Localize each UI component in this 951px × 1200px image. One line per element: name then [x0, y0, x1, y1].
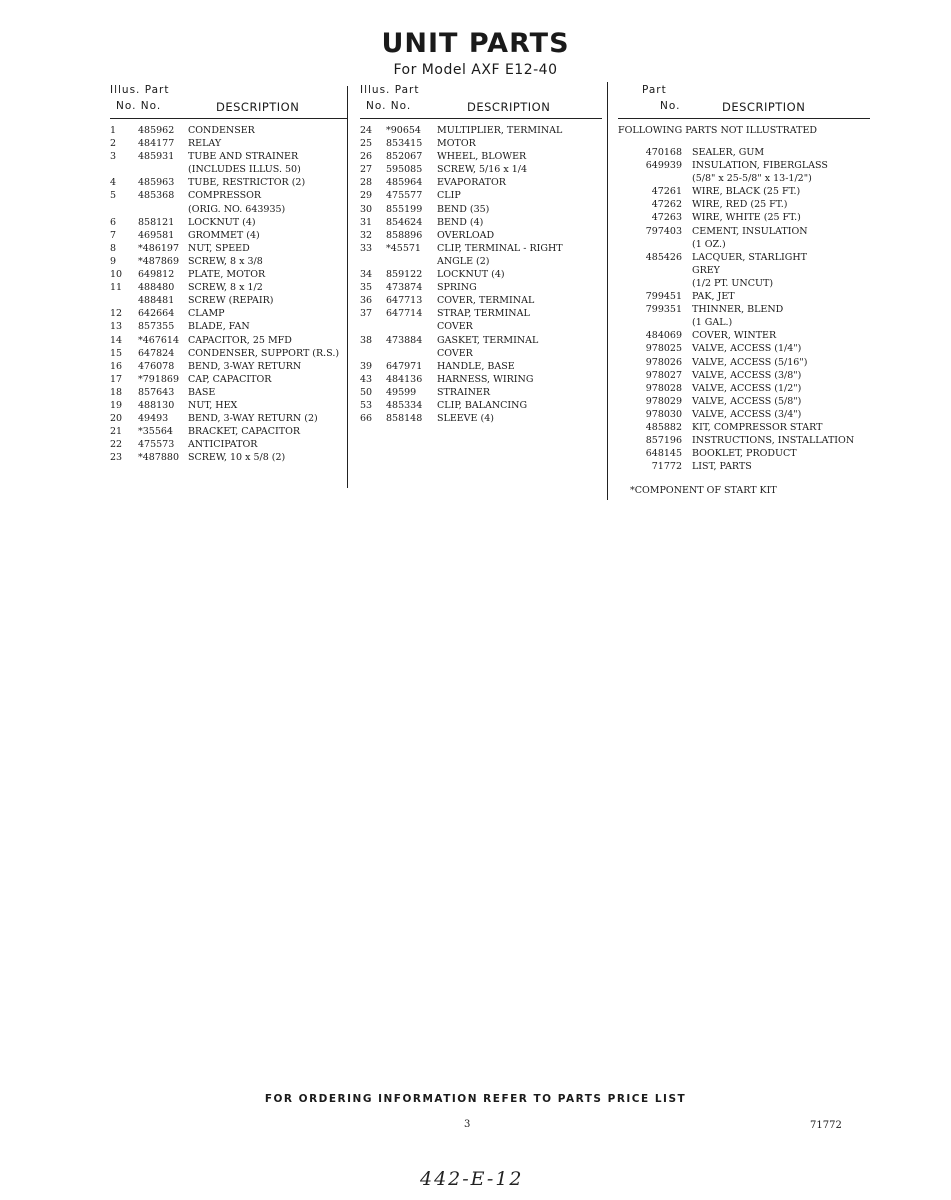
table-row	[618, 185, 870, 198]
part-number: 485368	[138, 190, 175, 202]
illus-number: 9	[110, 255, 117, 267]
part-number: 647824	[138, 347, 175, 359]
part-number: 978028	[645, 382, 682, 394]
part-number: 473874	[386, 282, 423, 294]
part-description: COVER, TERMINAL	[437, 295, 535, 307]
illus-number: 38	[360, 334, 373, 346]
part-description: SCREW (REPAIR)	[188, 295, 274, 307]
table-row	[360, 242, 602, 255]
ordering-info: FOR ORDERING INFORMATION REFER TO PARTS PRICE LIST	[264, 1093, 687, 1105]
part-number: 485426	[645, 251, 682, 263]
part-description: INSULATION, FIBERGLASS	[692, 160, 828, 172]
part-number: 648145	[645, 448, 682, 460]
part-description: (5/8" x 25-5/8" x 13-1/2")	[692, 173, 812, 185]
part-description: GROMMET (4)	[188, 229, 260, 241]
part-number: 978026	[645, 356, 682, 368]
table-row	[110, 386, 348, 399]
part-description: INSTRUCTIONS, INSTALLATION	[692, 435, 855, 447]
part-number: 797403	[645, 225, 682, 237]
part-number: 475577	[386, 190, 423, 202]
part-description: BEND, 3-WAY RETURN (2)	[188, 413, 318, 425]
part-description: (1/2 PT. UNCUT)	[692, 277, 774, 289]
not-illustrated-heading: FOLLOWING PARTS NOT ILLUSTRATED	[618, 125, 817, 136]
part-description: ANGLE (2)	[437, 255, 490, 267]
part-number: 47263	[651, 212, 682, 224]
table-row	[618, 277, 870, 290]
part-number: 47262	[651, 199, 682, 211]
part-number: 858121	[138, 216, 175, 228]
illus-number: 17	[110, 373, 123, 385]
part-description: CAPACITOR, 25 MFD	[188, 334, 292, 346]
part-description: TUBE AND STRAINER	[188, 151, 299, 163]
table-row	[618, 303, 870, 316]
no-label: No.	[660, 100, 681, 112]
part-description: CEMENT, INSULATION	[692, 225, 808, 237]
column-header	[360, 84, 602, 116]
table-row	[110, 438, 348, 451]
part-number: *90654	[386, 125, 421, 136]
part-description: HANDLE, BASE	[437, 360, 515, 372]
part-description: VALVE, ACCESS (5/8")	[692, 395, 802, 407]
part-description: THINNER, BLEND	[692, 304, 784, 316]
table-row	[360, 399, 602, 412]
part-description: WHEEL, BLOWER	[437, 151, 527, 163]
table-row	[110, 189, 348, 202]
illus-number: 66	[360, 413, 373, 425]
table-row	[360, 307, 602, 320]
table-row	[360, 229, 602, 242]
column-divider	[607, 82, 608, 500]
table-row	[360, 137, 602, 150]
part-description: CONDENSER	[188, 125, 255, 136]
parts-list	[110, 124, 348, 464]
part-number: 475573	[138, 439, 175, 451]
table-row	[618, 264, 870, 277]
table-row	[618, 238, 870, 251]
table-row	[110, 242, 348, 255]
part-description: VALVE, ACCESS (3/4")	[692, 408, 802, 420]
column-header	[618, 84, 870, 116]
table-row	[110, 176, 348, 189]
part-description: CLIP, BALANCING	[437, 399, 528, 411]
table-row	[360, 176, 602, 189]
document-number: 71772	[810, 1120, 842, 1131]
part-description: PLATE, MOTOR	[188, 269, 266, 281]
table-row	[110, 281, 348, 294]
part-description: COVER	[437, 321, 473, 333]
illus-number: 18	[110, 386, 123, 398]
no-no-label: No. No.	[366, 100, 412, 112]
part-description: (1 OZ.)	[692, 238, 726, 250]
part-description: GASKET, TERMINAL	[437, 334, 539, 346]
description-label: DESCRIPTION	[467, 100, 551, 114]
table-row	[360, 255, 602, 268]
part-number: *791869	[138, 373, 180, 385]
table-row	[618, 225, 870, 238]
illus-number: 25	[360, 138, 373, 150]
illus-number: 36	[360, 295, 373, 307]
illus-number: 29	[360, 190, 373, 202]
part-description: (INCLUDES ILLUS. 50)	[188, 164, 301, 176]
part-description: CLIP	[437, 190, 461, 202]
part-number: 649812	[138, 269, 175, 281]
part-number: 488481	[138, 295, 175, 307]
part-number: 647714	[386, 308, 423, 320]
part-number: 49599	[386, 386, 417, 398]
parts-list	[360, 124, 602, 425]
part-description: LOCKNUT (4)	[437, 269, 505, 281]
part-description: CONDENSER, SUPPORT (R.S.)	[188, 347, 340, 359]
illus-number: 16	[110, 360, 123, 372]
page-number: 3	[464, 1119, 471, 1130]
part-number: 484069	[645, 330, 682, 342]
part-number: 484177	[138, 138, 175, 150]
illus-number: 6	[110, 216, 117, 228]
part-description: SCREW, 5/16 x 1/4	[437, 164, 528, 176]
illus-number: 8	[110, 242, 117, 254]
part-label: Part	[642, 84, 667, 96]
illus-part-label: Illus. Part	[110, 84, 170, 96]
table-row	[360, 412, 602, 425]
illus-number: 21	[110, 426, 123, 438]
illus-number: 10	[110, 269, 123, 281]
part-description: SCREW, 8 x 1/2	[188, 282, 263, 294]
illus-number: 24	[360, 125, 373, 136]
table-row	[360, 320, 602, 333]
table-row	[110, 360, 348, 373]
illus-number: 3	[110, 151, 117, 163]
part-description: SCREW, 10 x 5/8 (2)	[188, 452, 286, 464]
illus-number: 1	[110, 125, 117, 136]
table-row	[110, 320, 348, 333]
table-row	[110, 334, 348, 347]
part-number: *487880	[138, 452, 180, 464]
table-row	[110, 137, 348, 150]
part-description: WIRE, WHITE (25 FT.)	[692, 212, 801, 224]
table-row	[110, 307, 348, 320]
illus-number: 5	[110, 190, 117, 202]
table-row	[618, 342, 870, 355]
table-row	[360, 281, 602, 294]
part-number: 858148	[386, 413, 423, 425]
table-row	[110, 255, 348, 268]
illus-number: 4	[110, 177, 117, 189]
parts-column-3	[618, 84, 870, 496]
part-description: COMPRESSOR	[188, 190, 262, 202]
illus-number: 34	[360, 269, 373, 281]
table-row	[110, 294, 348, 307]
part-description: NUT, HEX	[188, 399, 238, 411]
table-row	[360, 347, 602, 360]
illus-number: 11	[110, 282, 123, 294]
illus-number: 35	[360, 282, 373, 294]
table-row	[110, 163, 348, 176]
table-row	[110, 203, 348, 216]
illus-number: 50	[360, 386, 373, 398]
table-row	[110, 268, 348, 281]
part-description: BOOKLET, PRODUCT	[692, 448, 797, 460]
table-row	[360, 163, 602, 176]
part-number: 485882	[645, 421, 682, 433]
part-number: *486197	[138, 242, 180, 254]
table-row	[618, 382, 870, 395]
part-description: VALVE, ACCESS (1/4")	[692, 343, 802, 355]
part-description: VALVE, ACCESS (3/8")	[692, 369, 802, 381]
table-row	[110, 451, 348, 464]
table-row	[110, 216, 348, 229]
part-description: LACQUER, STARLIGHT	[692, 251, 807, 263]
part-number: *487869	[138, 255, 180, 267]
part-description: COVER, WINTER	[692, 330, 777, 342]
part-description: (1 GAL.)	[692, 317, 733, 329]
table-row	[110, 124, 348, 137]
illus-number: 37	[360, 308, 373, 320]
illus-number: 27	[360, 164, 373, 176]
part-number: *45571	[386, 242, 421, 254]
part-description: EVAPORATOR	[437, 177, 506, 189]
part-description: WIRE, RED (25 FT.)	[692, 199, 788, 211]
illus-number: 32	[360, 229, 373, 241]
illus-number: 19	[110, 399, 123, 411]
table-row	[110, 399, 348, 412]
part-description: SPRING	[437, 282, 477, 294]
part-description: HARNESS, WIRING	[437, 373, 534, 385]
table-row	[360, 124, 602, 137]
part-number: 71772	[651, 461, 682, 473]
part-number: 978025	[645, 343, 682, 355]
part-number: 470168	[645, 147, 682, 158]
part-number: 852067	[386, 151, 423, 163]
table-row	[110, 347, 348, 360]
part-number: 488480	[138, 282, 175, 294]
illus-number: 15	[110, 347, 123, 359]
part-description: LOCKNUT (4)	[188, 216, 256, 228]
part-description: BASE	[188, 386, 216, 398]
part-description: TUBE, RESTRICTOR (2)	[188, 177, 306, 189]
part-number: 485963	[138, 177, 175, 189]
table-row	[618, 146, 870, 159]
illus-number: 43	[360, 373, 373, 385]
part-description: LIST, PARTS	[692, 461, 752, 473]
part-number: 488130	[138, 399, 175, 411]
part-number: 642664	[138, 308, 175, 320]
table-row	[360, 216, 602, 229]
part-description: COVER	[437, 347, 473, 359]
table-row	[618, 329, 870, 342]
table-row	[618, 447, 870, 460]
table-row	[618, 421, 870, 434]
part-number: 854624	[386, 216, 423, 228]
table-row	[618, 251, 870, 264]
part-description: CLIP, TERMINAL - RIGHT	[437, 242, 563, 254]
parts-column-2	[360, 84, 602, 425]
table-row	[618, 434, 870, 447]
table-row	[110, 425, 348, 438]
table-row	[360, 150, 602, 163]
part-description: RELAY	[188, 138, 222, 150]
part-number: 47261	[651, 186, 682, 198]
header-rule	[360, 118, 602, 119]
part-description: KIT, COMPRESSOR START	[692, 421, 823, 433]
illus-number: 22	[110, 439, 123, 451]
table-row	[360, 334, 602, 347]
part-number: 855199	[386, 203, 423, 215]
table-row	[360, 203, 602, 216]
part-description: PAK, JET	[692, 291, 735, 303]
table-row	[618, 356, 870, 369]
table-row	[618, 159, 870, 172]
part-number: 473884	[386, 334, 423, 346]
illus-number: 28	[360, 177, 373, 189]
table-row	[360, 294, 602, 307]
table-row	[110, 150, 348, 163]
illus-number: 13	[110, 321, 123, 333]
part-number: 649939	[645, 160, 682, 172]
illus-number: 26	[360, 151, 373, 163]
part-description: GREY	[692, 264, 720, 276]
illus-number: 20	[110, 413, 123, 425]
table-row	[618, 290, 870, 303]
part-number: 484136	[386, 373, 423, 385]
part-number: 647971	[386, 360, 423, 372]
table-row	[618, 460, 870, 473]
part-description: STRAINER	[437, 386, 491, 398]
table-row	[618, 395, 870, 408]
part-description: BEND (35)	[437, 203, 490, 215]
part-description: SLEEVE (4)	[437, 413, 494, 425]
header-rule	[618, 118, 870, 119]
part-description: OVERLOAD	[437, 229, 495, 241]
part-description: MULTIPLIER, TERMINAL	[437, 125, 563, 136]
part-description: SEALER, GUM	[692, 147, 765, 158]
part-number: 485962	[138, 125, 175, 136]
part-description: MOTOR	[437, 138, 476, 150]
table-row	[110, 412, 348, 425]
illus-number: 30	[360, 203, 373, 215]
footnote: *COMPONENT OF START KIT	[630, 485, 777, 497]
part-number: 978029	[645, 395, 682, 407]
part-description: BEND, 3-WAY RETURN	[188, 360, 302, 372]
illus-number: 39	[360, 360, 373, 372]
table-row	[618, 316, 870, 329]
part-description: BEND (4)	[437, 216, 484, 228]
part-number: *35564	[138, 426, 173, 438]
part-number: 853415	[386, 138, 423, 150]
part-number: 49493	[138, 413, 169, 425]
table-row	[110, 229, 348, 242]
description-label: DESCRIPTION	[216, 100, 300, 114]
part-number: 978030	[645, 408, 682, 420]
illus-number: 7	[110, 229, 117, 241]
table-row	[618, 369, 870, 382]
part-description: BLADE, FAN	[188, 321, 250, 333]
part-number: 485964	[386, 177, 423, 189]
illus-number: 12	[110, 308, 123, 320]
part-number: 858896	[386, 229, 423, 241]
part-number: 647713	[386, 295, 423, 307]
part-number: *467614	[138, 334, 180, 346]
part-number: 978027	[645, 369, 682, 381]
table-row	[618, 172, 870, 185]
part-description: VALVE, ACCESS (1/2")	[692, 382, 802, 394]
parts-list	[618, 146, 870, 473]
illus-number: 23	[110, 452, 123, 464]
illus-number: 33	[360, 242, 373, 254]
part-description: SCREW, 8 x 3/8	[188, 255, 263, 267]
column-header	[110, 84, 348, 116]
header-rule	[110, 118, 348, 119]
table-row	[110, 373, 348, 386]
handwritten-note: 442-E-12	[420, 1168, 524, 1190]
part-description: CLAMP	[188, 308, 225, 320]
part-number: 857355	[138, 321, 175, 333]
table-row	[360, 189, 602, 202]
table-row	[618, 211, 870, 224]
part-description: VALVE, ACCESS (5/16")	[692, 356, 808, 368]
table-row	[360, 386, 602, 399]
part-number: 799451	[645, 291, 682, 303]
table-row	[618, 408, 870, 421]
part-description: CAP, CAPACITOR	[188, 373, 272, 385]
part-description: BRACKET, CAPACITOR	[188, 426, 301, 438]
illus-number: 31	[360, 216, 373, 228]
part-description: ANTICIPATOR	[188, 439, 258, 451]
part-number: 857196	[645, 435, 682, 447]
part-description: NUT, SPEED	[188, 242, 250, 254]
part-number: 485931	[138, 151, 175, 163]
part-number: 857643	[138, 386, 175, 398]
part-number: 485334	[386, 399, 423, 411]
table-row	[360, 373, 602, 386]
table-row	[360, 360, 602, 373]
page-title: UNIT PARTS	[381, 28, 570, 59]
parts-column-1	[110, 84, 348, 464]
part-number: 595085	[386, 164, 423, 176]
illus-number: 14	[110, 334, 123, 346]
illus-number: 53	[360, 399, 373, 411]
part-number: 469581	[138, 229, 175, 241]
part-number: 476078	[138, 360, 175, 372]
part-description: STRAP, TERMINAL	[437, 308, 530, 320]
illus-part-label: Illus. Part	[360, 84, 420, 96]
model-subtitle: For Model AXF E12-40	[393, 62, 558, 78]
table-row	[360, 268, 602, 281]
no-no-label: No. No.	[116, 100, 162, 112]
part-number: 799351	[645, 304, 682, 316]
illus-number: 2	[110, 138, 117, 150]
table-row	[618, 198, 870, 211]
description-label: DESCRIPTION	[722, 100, 806, 114]
part-number: 859122	[386, 269, 423, 281]
part-description: (ORIG. NO. 643935)	[188, 203, 286, 215]
part-description: WIRE, BLACK (25 FT.)	[692, 186, 801, 198]
